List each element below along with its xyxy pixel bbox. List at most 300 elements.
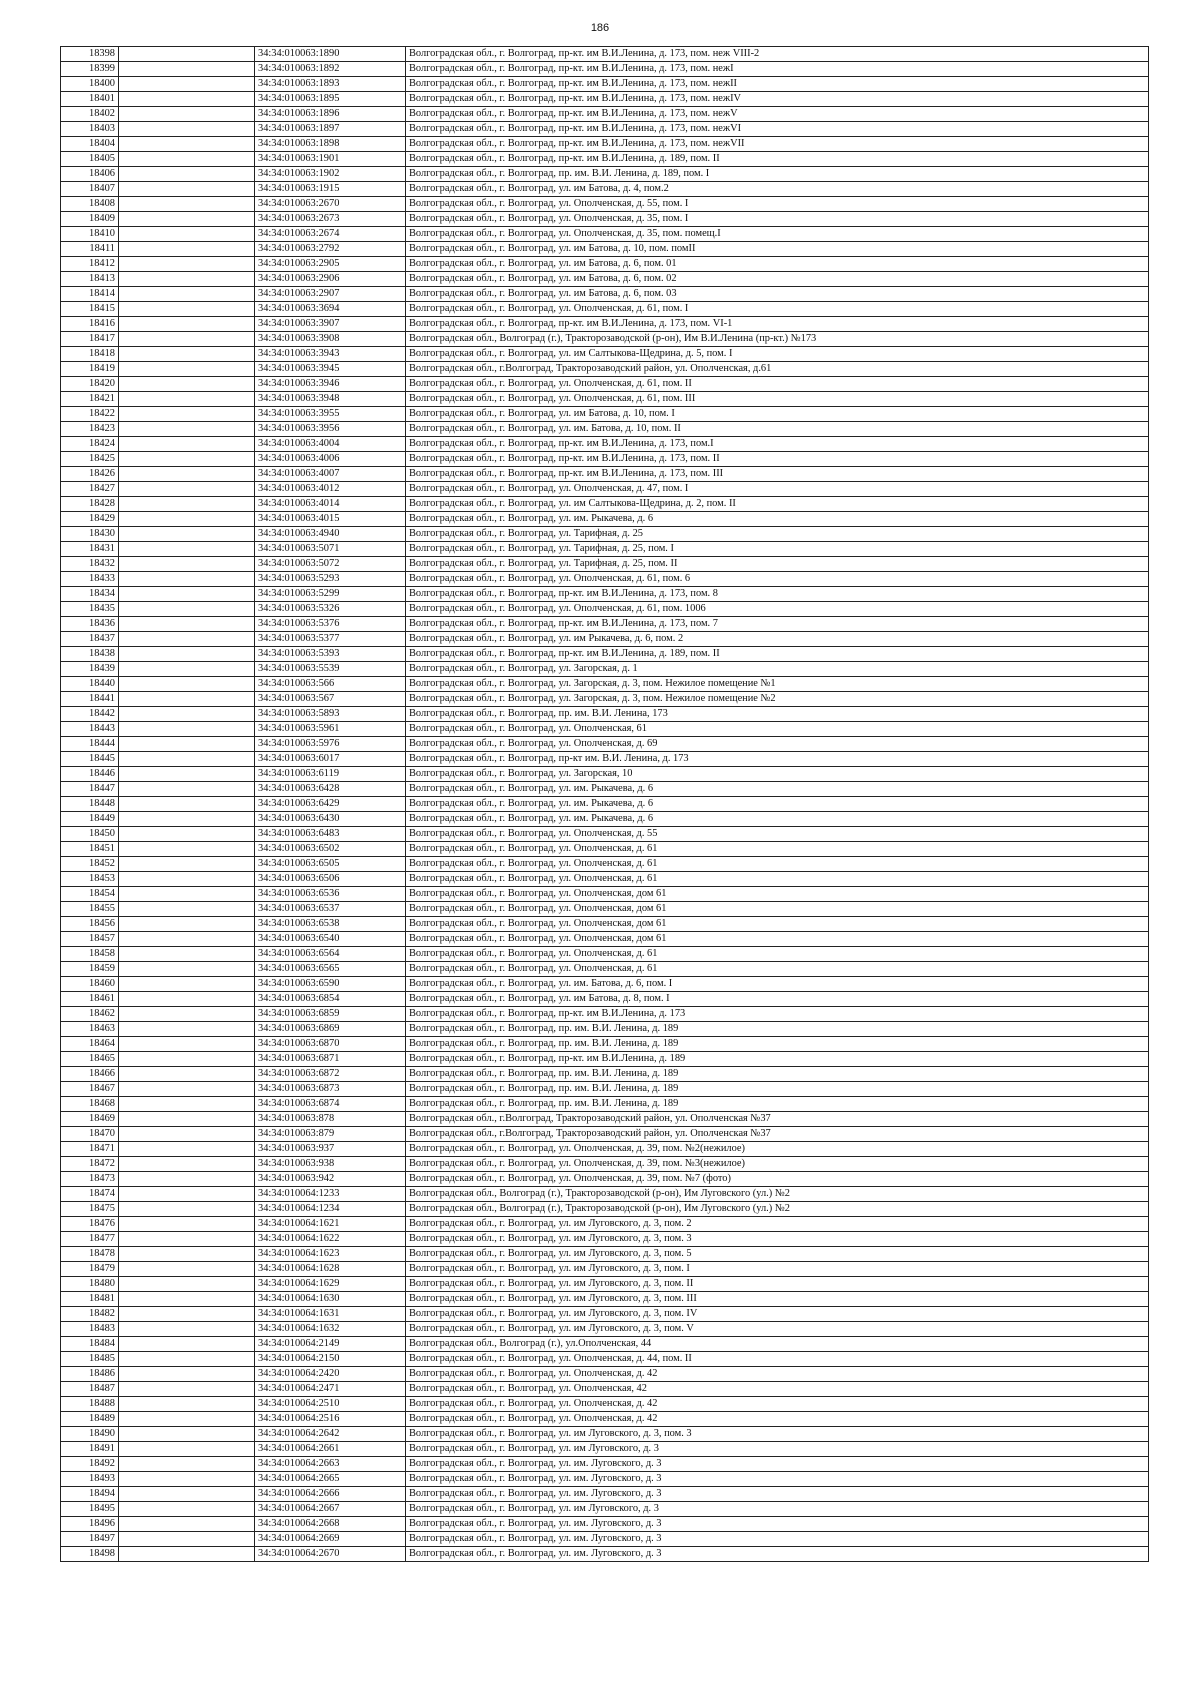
row-number-cell: 18429 — [61, 512, 119, 527]
row-number-cell: 18486 — [61, 1367, 119, 1382]
cadastral-number-cell: 34:34:010064:1631 — [255, 1307, 406, 1322]
empty-cell — [119, 317, 255, 332]
address-cell: Волгоградская обл., г. Волгоград, ул. Загорская, д. 3, пом. Нежилое помещение №2 — [406, 692, 1149, 707]
empty-cell — [119, 812, 255, 827]
table-row — [61, 1502, 1149, 1517]
table-row — [61, 1532, 1149, 1547]
row-number-cell: 18484 — [61, 1337, 119, 1352]
row-number-cell: 18435 — [61, 602, 119, 617]
cadastral-number-cell: 34:34:010063:3955 — [255, 407, 406, 422]
address-cell: Волгоградская обл., г. Волгоград, ул. Ополченская, д. 61, пом. II — [406, 377, 1149, 392]
empty-cell — [119, 977, 255, 992]
address-cell: Волгоградская обл., г. Волгоград, ул. им. Рыкачева, д. 6 — [406, 512, 1149, 527]
cadastral-number-cell: 34:34:010063:6872 — [255, 1067, 406, 1082]
empty-cell — [119, 1112, 255, 1127]
row-number-cell: 18404 — [61, 137, 119, 152]
empty-cell — [119, 1292, 255, 1307]
empty-cell — [119, 257, 255, 272]
cadastral-number-cell: 34:34:010063:1915 — [255, 182, 406, 197]
row-number-cell: 18497 — [61, 1532, 119, 1547]
cadastral-number-cell: 34:34:010063:5299 — [255, 587, 406, 602]
table-row — [61, 452, 1149, 467]
row-number-cell: 18399 — [61, 62, 119, 77]
table-row — [61, 662, 1149, 677]
table-row — [61, 1262, 1149, 1277]
table-row — [61, 317, 1149, 332]
table-row — [61, 92, 1149, 107]
empty-cell — [119, 842, 255, 857]
table-row — [61, 302, 1149, 317]
empty-cell — [119, 437, 255, 452]
empty-cell — [119, 1457, 255, 1472]
empty-cell — [119, 392, 255, 407]
table-row — [61, 647, 1149, 662]
address-cell: Волгоградская обл., г. Волгоград, пр-кт. им В.И.Ленина, д. 173, пом. 7 — [406, 617, 1149, 632]
table-row — [61, 437, 1149, 452]
row-number-cell: 18458 — [61, 947, 119, 962]
cadastral-number-cell: 34:34:010064:2471 — [255, 1382, 406, 1397]
table-row — [61, 47, 1149, 62]
cadastral-number-cell: 34:34:010063:5976 — [255, 737, 406, 752]
table-row — [61, 1307, 1149, 1322]
row-number-cell: 18422 — [61, 407, 119, 422]
cadastral-number-cell: 34:34:010063:5072 — [255, 557, 406, 572]
address-cell: Волгоградская обл., г. Волгоград, ул. Загорская, д. 1 — [406, 662, 1149, 677]
table-row — [61, 1367, 1149, 1382]
address-cell: Волгоградская обл., г. Волгоград, пр. им. В.И. Ленина, д. 189, пом. I — [406, 167, 1149, 182]
table-row — [61, 1037, 1149, 1052]
row-number-cell: 18480 — [61, 1277, 119, 1292]
address-cell: Волгоградская обл., г. Волгоград, пр. им. В.И. Ленина, д. 189 — [406, 1097, 1149, 1112]
empty-cell — [119, 47, 255, 62]
cadastral-number-cell: 34:34:010063:6874 — [255, 1097, 406, 1112]
cadastral-number-cell: 34:34:010063:567 — [255, 692, 406, 707]
empty-cell — [119, 1052, 255, 1067]
cadastral-number-cell: 34:34:010064:2667 — [255, 1502, 406, 1517]
row-number-cell: 18478 — [61, 1247, 119, 1262]
cadastral-number-cell: 34:34:010064:1234 — [255, 1202, 406, 1217]
empty-cell — [119, 1547, 255, 1562]
row-number-cell: 18403 — [61, 122, 119, 137]
cadastral-number-cell: 34:34:010063:6430 — [255, 812, 406, 827]
cadastral-number-cell: 34:34:010063:5071 — [255, 542, 406, 557]
table-row — [61, 1187, 1149, 1202]
row-number-cell: 18447 — [61, 782, 119, 797]
row-number-cell: 18464 — [61, 1037, 119, 1052]
address-cell: Волгоградская обл., г. Волгоград, пр-кт. им В.И.Ленина, д. 173, пом. нежVI — [406, 122, 1149, 137]
row-number-cell: 18448 — [61, 797, 119, 812]
address-cell: Волгоградская обл., г. Волгоград, ул. им. Луговского, д. 3 — [406, 1487, 1149, 1502]
cadastral-number-cell: 34:34:010063:6429 — [255, 797, 406, 812]
row-number-cell: 18433 — [61, 572, 119, 587]
empty-cell — [119, 752, 255, 767]
cadastral-number-cell: 34:34:010063:1897 — [255, 122, 406, 137]
address-cell: Волгоградская обл., г. Волгоград, ул. Ополченская, д. 61, пом. III — [406, 392, 1149, 407]
table-row — [61, 1142, 1149, 1157]
cadastral-number-cell: 34:34:010064:1233 — [255, 1187, 406, 1202]
cadastral-number-cell: 34:34:010064:1630 — [255, 1292, 406, 1307]
address-cell: Волгоградская обл., г. Волгоград, ул. Ополченская, д. 35, пом. помещ.I — [406, 227, 1149, 242]
row-number-cell: 18462 — [61, 1007, 119, 1022]
empty-cell — [119, 872, 255, 887]
cadastral-number-cell: 34:34:010063:3907 — [255, 317, 406, 332]
empty-cell — [119, 1472, 255, 1487]
cadastral-number-cell: 34:34:010064:1628 — [255, 1262, 406, 1277]
address-cell: Волгоградская обл., г. Волгоград, ул. им. Рыкачева, д. 6 — [406, 812, 1149, 827]
empty-cell — [119, 767, 255, 782]
address-cell: Волгоградская обл., г. Волгоград, ул. Ополченская, д. 61 — [406, 857, 1149, 872]
row-number-cell: 18495 — [61, 1502, 119, 1517]
address-cell: Волгоградская обл., г. Волгоград, пр-кт. им В.И.Ленина, д. 173, пом. нежII — [406, 77, 1149, 92]
empty-cell — [119, 167, 255, 182]
table-row — [61, 1472, 1149, 1487]
cadastral-number-cell: 34:34:010064:2661 — [255, 1442, 406, 1457]
row-number-cell: 18470 — [61, 1127, 119, 1142]
row-number-cell: 18441 — [61, 692, 119, 707]
empty-cell — [119, 1322, 255, 1337]
table-row — [61, 692, 1149, 707]
row-number-cell: 18473 — [61, 1172, 119, 1187]
cadastral-number-cell: 34:34:010063:5893 — [255, 707, 406, 722]
cadastral-number-cell: 34:34:010063:5393 — [255, 647, 406, 662]
row-number-cell: 18483 — [61, 1322, 119, 1337]
empty-cell — [119, 512, 255, 527]
table-row — [61, 1202, 1149, 1217]
address-cell: Волгоградская обл., г. Волгоград, пр-кт. им В.И.Ленина, д. 173, пом. 8 — [406, 587, 1149, 602]
table-row — [61, 752, 1149, 767]
address-cell: Волгоградская обл., г. Волгоград, ул. Ополченская, дом 61 — [406, 917, 1149, 932]
table-row — [61, 1097, 1149, 1112]
table-row — [61, 347, 1149, 362]
table-row — [61, 902, 1149, 917]
empty-cell — [119, 467, 255, 482]
row-number-cell: 18416 — [61, 317, 119, 332]
empty-cell — [119, 1202, 255, 1217]
address-cell: Волгоградская обл., г. Волгоград, ул. им. Батова, д. 6, пом. I — [406, 977, 1149, 992]
cadastral-number-cell: 34:34:010063:566 — [255, 677, 406, 692]
empty-cell — [119, 1157, 255, 1172]
row-number-cell: 18481 — [61, 1292, 119, 1307]
empty-cell — [119, 677, 255, 692]
row-number-cell: 18468 — [61, 1097, 119, 1112]
cadastral-number-cell: 34:34:010063:6537 — [255, 902, 406, 917]
cadastral-number-cell: 34:34:010063:4012 — [255, 482, 406, 497]
cadastral-number-cell: 34:34:010063:6564 — [255, 947, 406, 962]
address-cell: Волгоградская обл., г. Волгоград, ул. им Луговского, д. 3, пом. II — [406, 1277, 1149, 1292]
empty-cell — [119, 137, 255, 152]
empty-cell — [119, 947, 255, 962]
address-cell: Волгоградская обл., г. Волгоград, пр-кт. им В.И.Ленина, д. 173, пом. II — [406, 452, 1149, 467]
row-number-cell: 18494 — [61, 1487, 119, 1502]
table-row — [61, 227, 1149, 242]
address-cell: Волгоградская обл., г. Волгоград, пр. им. В.И. Ленина, д. 189 — [406, 1022, 1149, 1037]
address-cell: Волгоградская обл., г. Волгоград, ул. им Луговского, д. 3, пом. 2 — [406, 1217, 1149, 1232]
empty-cell — [119, 152, 255, 167]
row-number-cell: 18444 — [61, 737, 119, 752]
address-cell: Волгоградская обл., г. Волгоград, ул. им Луговского, д. 3, пом. 5 — [406, 1247, 1149, 1262]
empty-cell — [119, 917, 255, 932]
table-row — [61, 602, 1149, 617]
empty-cell — [119, 242, 255, 257]
table-row — [61, 677, 1149, 692]
cadastral-number-cell: 34:34:010064:2150 — [255, 1352, 406, 1367]
address-cell: Волгоградская обл., Волгоград (г.), ул.Ополченская, 44 — [406, 1337, 1149, 1352]
address-cell: Волгоградская обл., г. Волгоград, ул. им Батова, д. 4, пом.2 — [406, 182, 1149, 197]
cadastral-number-cell: 34:34:010063:4004 — [255, 437, 406, 452]
row-number-cell: 18436 — [61, 617, 119, 632]
row-number-cell: 18451 — [61, 842, 119, 857]
empty-cell — [119, 902, 255, 917]
empty-cell — [119, 1487, 255, 1502]
table-row — [61, 1292, 1149, 1307]
table-row — [61, 152, 1149, 167]
cadastral-number-cell: 34:34:010063:4006 — [255, 452, 406, 467]
row-number-cell: 18425 — [61, 452, 119, 467]
empty-cell — [119, 182, 255, 197]
row-number-cell: 18446 — [61, 767, 119, 782]
table-row — [61, 212, 1149, 227]
cadastral-number-cell: 34:34:010063:6873 — [255, 1082, 406, 1097]
cadastral-number-cell: 34:34:010063:879 — [255, 1127, 406, 1142]
table-row — [61, 872, 1149, 887]
empty-cell — [119, 737, 255, 752]
table-row — [61, 482, 1149, 497]
empty-cell — [119, 962, 255, 977]
page-number: 186 — [590, 22, 610, 34]
table-row — [61, 962, 1149, 977]
row-number-cell: 18401 — [61, 92, 119, 107]
table-row — [61, 1382, 1149, 1397]
address-cell: Волгоградская обл., г. Волгоград, ул. Тарифная, д. 25, пом. I — [406, 542, 1149, 557]
cadastral-number-cell: 34:34:010063:878 — [255, 1112, 406, 1127]
table-row — [61, 1172, 1149, 1187]
row-number-cell: 18398 — [61, 47, 119, 62]
cadastral-number-cell: 34:34:010063:6119 — [255, 767, 406, 782]
empty-cell — [119, 1517, 255, 1532]
registry-body — [61, 47, 1149, 1562]
table-row — [61, 1067, 1149, 1082]
empty-cell — [119, 1127, 255, 1142]
address-cell: Волгоградская обл., г. Волгоград, пр-кт. им В.И.Ленина, д. 189, пом. II — [406, 152, 1149, 167]
address-cell: Волгоградская обл., г. Волгоград, пр-кт. им В.И.Ленина, д. 173, пом. нежV — [406, 107, 1149, 122]
row-number-cell: 18498 — [61, 1547, 119, 1562]
address-cell: Волгоградская обл., г. Волгоград, ул. Ополченская, д. 42 — [406, 1412, 1149, 1427]
empty-cell — [119, 1217, 255, 1232]
cadastral-number-cell: 34:34:010063:5326 — [255, 602, 406, 617]
address-cell: Волгоградская обл., г. Волгоград, пр-кт. им В.И.Ленина, д. 173, пом. нежIV — [406, 92, 1149, 107]
table-row — [61, 797, 1149, 812]
table-row — [61, 1427, 1149, 1442]
empty-cell — [119, 122, 255, 137]
row-number-cell: 18402 — [61, 107, 119, 122]
empty-cell — [119, 527, 255, 542]
empty-cell — [119, 932, 255, 947]
empty-cell — [119, 572, 255, 587]
row-number-cell: 18434 — [61, 587, 119, 602]
row-number-cell: 18476 — [61, 1217, 119, 1232]
address-cell: Волгоградская обл., г. Волгоград, ул. Ополченская, д. 61, пом. I — [406, 302, 1149, 317]
table-row — [61, 1457, 1149, 1472]
row-number-cell: 18482 — [61, 1307, 119, 1322]
row-number-cell: 18432 — [61, 557, 119, 572]
row-number-cell: 18423 — [61, 422, 119, 437]
table-row — [61, 782, 1149, 797]
registry-table — [60, 46, 1149, 1562]
empty-cell — [119, 887, 255, 902]
address-cell: Волгоградская обл., г. Волгоград, ул. им Луговского, д. 3, пом. IV — [406, 1307, 1149, 1322]
address-cell: Волгоградская обл., г. Волгоград, ул. Ополченская, 42 — [406, 1382, 1149, 1397]
address-cell: Волгоградская обл., г. Волгоград, пр-кт. им В.И.Ленина, д. 173, пом. нежI — [406, 62, 1149, 77]
empty-cell — [119, 1397, 255, 1412]
cadastral-number-cell: 34:34:010063:1895 — [255, 92, 406, 107]
empty-cell — [119, 542, 255, 557]
table-row — [61, 362, 1149, 377]
cadastral-number-cell: 34:34:010063:6869 — [255, 1022, 406, 1037]
address-cell: Волгоградская обл., г. Волгоград, пр-кт. им В.И.Ленина, д. 173, пом. неж VIII-2 — [406, 47, 1149, 62]
row-number-cell: 18466 — [61, 1067, 119, 1082]
row-number-cell: 18463 — [61, 1022, 119, 1037]
row-number-cell: 18424 — [61, 437, 119, 452]
address-cell: Волгоградская обл., г. Волгоград, ул. Ополченская, д. 55 — [406, 827, 1149, 842]
empty-cell — [119, 1367, 255, 1382]
row-number-cell: 18485 — [61, 1352, 119, 1367]
table-row — [61, 287, 1149, 302]
cadastral-number-cell: 34:34:010063:6859 — [255, 1007, 406, 1022]
row-number-cell: 18408 — [61, 197, 119, 212]
cadastral-number-cell: 34:34:010064:2663 — [255, 1457, 406, 1472]
empty-cell — [119, 827, 255, 842]
address-cell: Волгоградская обл., г. Волгоград, пр. им. В.И. Ленина, 173 — [406, 707, 1149, 722]
empty-cell — [119, 1247, 255, 1262]
address-cell: Волгоградская обл., г. Волгоград, пр. им. В.И. Ленина, д. 189 — [406, 1067, 1149, 1082]
row-number-cell: 18413 — [61, 272, 119, 287]
address-cell: Волгоградская обл., Волгоград (г.), Тракторозаводской (р-он), Им В.И.Ленина (пр-кт.) №173 — [406, 332, 1149, 347]
empty-cell — [119, 287, 255, 302]
address-cell: Волгоградская обл., г. Волгоград, ул. Ополченская, д. 42 — [406, 1397, 1149, 1412]
address-cell: Волгоградская обл., г. Волгоград, ул. Ополченская, д. 35, пом. I — [406, 212, 1149, 227]
address-cell: Волгоградская обл., г. Волгоград, ул. им. Луговского, д. 3 — [406, 1547, 1149, 1562]
cadastral-number-cell: 34:34:010064:1632 — [255, 1322, 406, 1337]
address-cell: Волгоградская обл., г.Волгоград, Тракторозаводский район, ул. Ополченская №37 — [406, 1112, 1149, 1127]
empty-cell — [119, 302, 255, 317]
row-number-cell: 18492 — [61, 1457, 119, 1472]
cadastral-number-cell: 34:34:010063:6538 — [255, 917, 406, 932]
cadastral-number-cell: 34:34:010063:6483 — [255, 827, 406, 842]
row-number-cell: 18459 — [61, 962, 119, 977]
row-number-cell: 18490 — [61, 1427, 119, 1442]
row-number-cell: 18414 — [61, 287, 119, 302]
empty-cell — [119, 1007, 255, 1022]
empty-cell — [119, 1337, 255, 1352]
row-number-cell: 18455 — [61, 902, 119, 917]
address-cell: Волгоградская обл., г. Волгоград, пр-кт. им В.И.Ленина, д. 173, пом. нежVII — [406, 137, 1149, 152]
table-row — [61, 1217, 1149, 1232]
cadastral-number-cell: 34:34:010064:1629 — [255, 1277, 406, 1292]
empty-cell — [119, 992, 255, 1007]
address-cell: Волгоградская обл., г. Волгоград, ул. им. Батова, д. 10, пом. II — [406, 422, 1149, 437]
address-cell: Волгоградская обл., г. Волгоград, ул. им Рыкачева, д. 6, пом. 2 — [406, 632, 1149, 647]
cadastral-number-cell: 34:34:010063:6536 — [255, 887, 406, 902]
table-row — [61, 377, 1149, 392]
cadastral-number-cell: 34:34:010064:2510 — [255, 1397, 406, 1412]
row-number-cell: 18479 — [61, 1262, 119, 1277]
empty-cell — [119, 272, 255, 287]
table-row — [61, 137, 1149, 152]
table-row — [61, 1397, 1149, 1412]
cadastral-number-cell: 34:34:010063:6870 — [255, 1037, 406, 1052]
cadastral-number-cell: 34:34:010063:3956 — [255, 422, 406, 437]
address-cell: Волгоградская обл., г.Волгоград, Тракторозаводский район, ул. Ополченская, д.61 — [406, 362, 1149, 377]
cadastral-number-cell: 34:34:010063:1893 — [255, 77, 406, 92]
empty-cell — [119, 1082, 255, 1097]
empty-cell — [119, 587, 255, 602]
row-number-cell: 18428 — [61, 497, 119, 512]
table-row — [61, 242, 1149, 257]
row-number-cell: 18493 — [61, 1472, 119, 1487]
cadastral-number-cell: 34:34:010063:5293 — [255, 572, 406, 587]
cadastral-number-cell: 34:34:010063:5377 — [255, 632, 406, 647]
cadastral-number-cell: 34:34:010063:6854 — [255, 992, 406, 1007]
cadastral-number-cell: 34:34:010064:1623 — [255, 1247, 406, 1262]
address-cell: Волгоградская обл., г. Волгоград, ул. Тарифная, д. 25 — [406, 527, 1149, 542]
table-row — [61, 827, 1149, 842]
cadastral-number-cell: 34:34:010064:2149 — [255, 1337, 406, 1352]
table-row — [61, 707, 1149, 722]
row-number-cell: 18460 — [61, 977, 119, 992]
address-cell: Волгоградская обл., г. Волгоград, ул. Ополченская, д. 61, пом. 6 — [406, 572, 1149, 587]
table-row — [61, 77, 1149, 92]
address-cell: Волгоградская обл., г. Волгоград, ул. им Батова, д. 6, пом. 01 — [406, 257, 1149, 272]
address-cell: Волгоградская обл., г. Волгоград, ул. им Батова, д. 6, пом. 02 — [406, 272, 1149, 287]
empty-cell — [119, 1172, 255, 1187]
cadastral-number-cell: 34:34:010063:4940 — [255, 527, 406, 542]
cadastral-number-cell: 34:34:010063:3908 — [255, 332, 406, 347]
cadastral-number-cell: 34:34:010063:2905 — [255, 257, 406, 272]
table-row — [61, 992, 1149, 1007]
empty-cell — [119, 107, 255, 122]
table-row — [61, 407, 1149, 422]
empty-cell — [119, 377, 255, 392]
table-row — [61, 167, 1149, 182]
cadastral-number-cell: 34:34:010063:942 — [255, 1172, 406, 1187]
table-row — [61, 392, 1149, 407]
table-row — [61, 62, 1149, 77]
cadastral-number-cell: 34:34:010063:1896 — [255, 107, 406, 122]
table-row — [61, 1412, 1149, 1427]
empty-cell — [119, 722, 255, 737]
table-row — [61, 1442, 1149, 1457]
address-cell: Волгоградская обл., г. Волгоград, ул. Ополченская, дом 61 — [406, 902, 1149, 917]
address-cell: Волгоградская обл., г. Волгоград, ул. им Батова, д. 10, пом. помII — [406, 242, 1149, 257]
table-row — [61, 617, 1149, 632]
row-number-cell: 18431 — [61, 542, 119, 557]
table-row — [61, 1007, 1149, 1022]
address-cell: Волгоградская обл., г. Волгоград, ул. Ополченская, д. 39, пом. №3(нежилое) — [406, 1157, 1149, 1172]
empty-cell — [119, 857, 255, 872]
empty-cell — [119, 647, 255, 662]
row-number-cell: 18419 — [61, 362, 119, 377]
empty-cell — [119, 1142, 255, 1157]
row-number-cell: 18487 — [61, 1382, 119, 1397]
empty-cell — [119, 1037, 255, 1052]
empty-cell — [119, 347, 255, 362]
empty-cell — [119, 602, 255, 617]
address-cell: Волгоградская обл., г. Волгоград, ул. Ополченская, д. 69 — [406, 737, 1149, 752]
row-number-cell: 18420 — [61, 377, 119, 392]
address-cell: Волгоградская обл., г. Волгоград, ул. Ополченская, д. 55, пом. I — [406, 197, 1149, 212]
empty-cell — [119, 1412, 255, 1427]
empty-cell — [119, 1067, 255, 1082]
